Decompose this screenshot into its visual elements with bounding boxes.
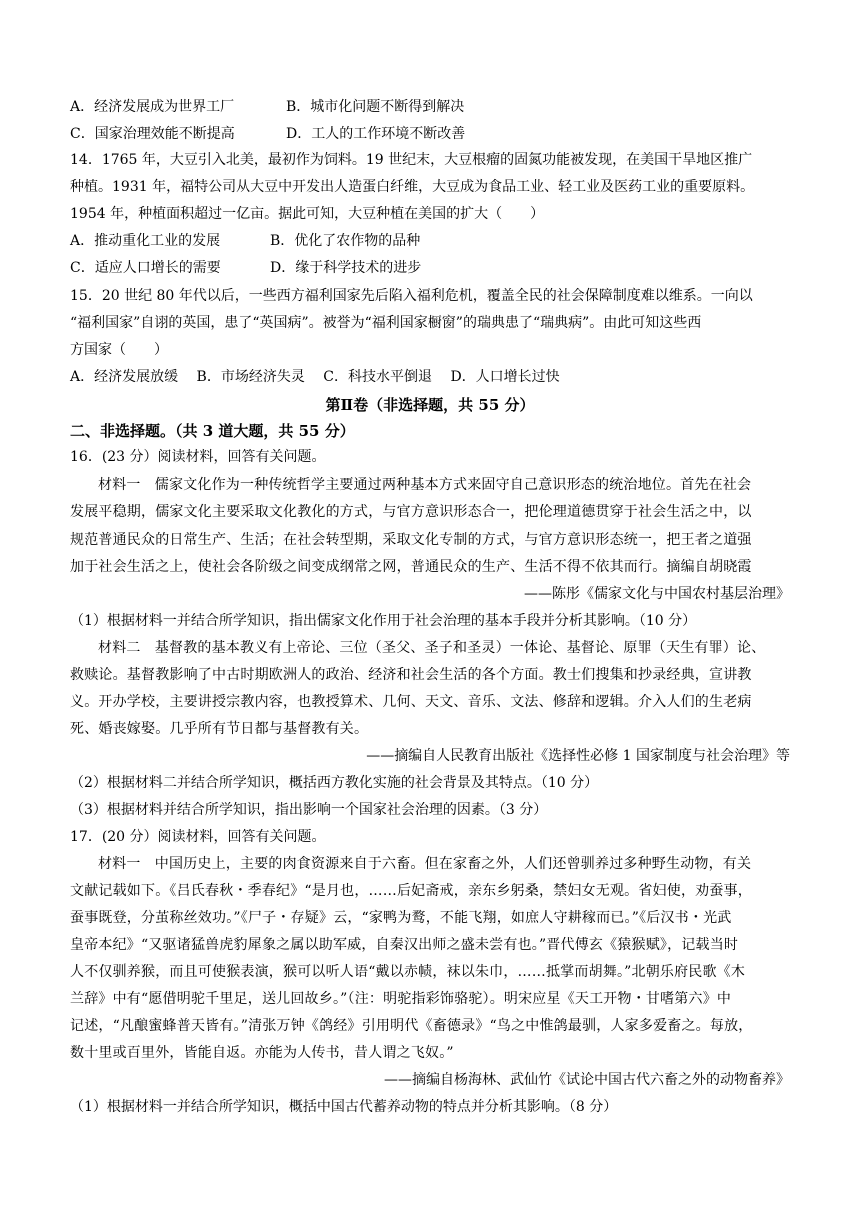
part2-title: 第Ⅱ卷（非选择题，共 55 分） <box>325 396 535 414</box>
q16-material2-line-2: 救赎论。基督教影响了中古时期欧洲人的政治、经济和社会生活的各个方面。教士们搜集和抄录经典，宣讲教 <box>70 667 752 683</box>
q14-line-1: 14．1765 年，大豆引入北美，最初作为饲料。19 世纪末，大豆根瘤的固氮功能被发现，在美国干旱地区推广 <box>70 152 753 168</box>
q13-option-c: C．国家治理效能不断提高 <box>70 126 235 142</box>
q13-options-row-2 <box>70 124 465 144</box>
q16-material2-source: ——摘编自人民教育出版社《选择性必修 1 国家制度与社会治理》等 <box>366 748 790 764</box>
q16-material1-line-1: 材料一 儒家文化作为一种传统哲学主要通过两种基本方式来固守自己意识形态的统治地位。首先在社会 <box>98 477 752 493</box>
q14-option-c: C．适应人口增长的需要 <box>70 260 221 276</box>
q16-material2-line-1: 材料二 基督教的基本教义有上帝论、三位（圣父、圣子和圣灵）一体论、基督论、原罪（天生有罪）论、 <box>98 640 766 656</box>
q14-option-d: D．缘于科学技术的进步 <box>270 260 422 276</box>
q17-material1-line-7: 记述，“凡酿蜜蜂普天皆有。”清张万钟《鸽经》引用明代《畜德录》“鸟之中惟鸽最驯，人家多爱畜之。每放， <box>70 1018 753 1034</box>
q16-stem: 16．(23 分）阅读材料，回答有关问题。 <box>70 449 326 465</box>
q14-option-a: A．推动重化工业的发展 <box>70 233 221 249</box>
q16-question-2: （2）根据材料二并结合所学知识，概括西方教化实施的社会背景及其特点。（10 分） <box>70 775 599 791</box>
q17-material1-line-3: 蚕事既登，分茧称丝效功。”《尸子・存疑》云，“家鸭为鹜，不能飞翔，如庶人守耕稼而已。”《后汉书・光武 <box>70 910 732 926</box>
q15-line-3: 方国家（ ） <box>70 342 168 358</box>
section2-heading: 二、非选择题。（共 3 道大题，共 55 分） <box>70 422 355 440</box>
q17-material1-line-6: 兰辞》中有“愿借明驼千里足，送儿回故乡。”（注：明驼指彩饰骆驼）。明宋应星《天工开物・甘嗜第六》中 <box>70 991 732 1007</box>
q14-option-b: B．优化了农作物的品种 <box>270 233 421 249</box>
q15-options: A．经济发展放缓 B．市场经济失灵 C．科技水平倒退 D．人口增长过快 <box>70 369 560 385</box>
q16-material1-line-2: 发展平稳期，儒家文化主要采取文化教化的方式，与官方意识形态合一，把伦理道德贯穿于社会生活之中，以 <box>70 504 752 520</box>
q16-material1-line-4: 加于社会生活之上，使社会各阶级之间变成纲常之网，普通民众的生产、生活不得不依其而行。摘编自胡晓霞 <box>70 559 752 575</box>
q17-material1-line-1: 材料一 中国历史上，主要的肉食资源来自于六畜。但在家畜之外，人们还曾驯养过多种野生动物，有关 <box>98 856 752 872</box>
q16-material2-line-3: 义。开办学校，主要讲授宗教内容，也教授算术、几何、天文、音乐、文法、修辞和逻辑。介入人们的生老病 <box>70 694 752 710</box>
q16-material1-line-3: 规范普通民众的日常生产、生活；在社会转型期，采取文化专制的方式，与官方意识形态统一，把王者之道强 <box>70 532 752 548</box>
q16-question-1: （1）根据材料一并结合所学知识，指出儒家文化作用于社会治理的基本手段并分析其影响。（10 分） <box>70 613 697 629</box>
q17-material1-line-5: 人不仅驯养猴，而且可使猴表演，猴可以听人语“戴以赤帻，袜以朱巾，……抵掌而胡舞。”北朝乐府民歌《木 <box>70 964 746 980</box>
q14-options-row-2 <box>70 258 421 278</box>
q13-option-a: A．经济发展成为世界工厂 <box>70 99 235 115</box>
q14-line-2: 种植。1931 年，福特公司从大豆中开发出人造蛋白纤维，大豆成为食品工业、轻工业及医药工业的重要原料。 <box>70 179 755 195</box>
q13-options-row-1 <box>70 97 464 117</box>
q17-material1-line-2: 文献记载如下。《吕氏春秋・季春纪》“是月也，……后妃斋戒，亲东乡躬桑，禁妇女无观。省妇使，劝蚕事， <box>70 883 752 899</box>
q16-question-3: （3）根据材料并结合所学知识，指出影响一个国家社会治理的因素。（3 分） <box>70 802 548 818</box>
q17-material1-line-8: 数十里或百里外，皆能自返。亦能为人传书，昔人谓之飞奴。” <box>70 1045 454 1061</box>
q16-material1-source: ——陈彤《儒家文化与中国农村基层治理》 <box>524 586 790 602</box>
q17-material1-line-4: 皇帝本纪》“又驱诸猛兽虎豹犀象之属以助军威，自秦汉出师之盛未尝有也。”晋代傅玄《猿猴赋》，记载当时 <box>70 937 739 953</box>
q13-option-b: B．城市化问题不断得到解决 <box>286 99 465 115</box>
q13-option-d: D．工人的工作环境不断改善 <box>286 126 466 142</box>
q17-question-1: （1）根据材料一并结合所学知识，概括中国古代蓄养动物的特点并分析其影响。（8 分） <box>70 1099 618 1115</box>
q15-line-2: “福利国家”自诩的英国，患了“英国病”。被誉为“福利国家橱窗”的瑞典患了“瑞典病”。由此可知这些西 <box>70 315 702 331</box>
q16-material2-line-4: 死、婚丧嫁娶。几乎所有节日都与基督教有关。 <box>70 721 369 737</box>
q15-line-1: 15．20 世纪 80 年代以后，一些西方福利国家先后陷入福利危机，覆盖全民的社会保障制度难以维系。一向以 <box>70 288 753 304</box>
q17-stem: 17．(20 分）阅读材料，回答有关问题。 <box>70 829 326 845</box>
q14-options-row-1 <box>70 231 420 251</box>
q14-line-3: 1954 年，种植面积超过一亿亩。据此可知，大豆种植在美国的扩大（ ） <box>70 206 545 222</box>
q17-material1-source: ——摘编自杨海林、武仙竹《试论中国古代六畜之外的动物畜养》 <box>384 1072 790 1088</box>
